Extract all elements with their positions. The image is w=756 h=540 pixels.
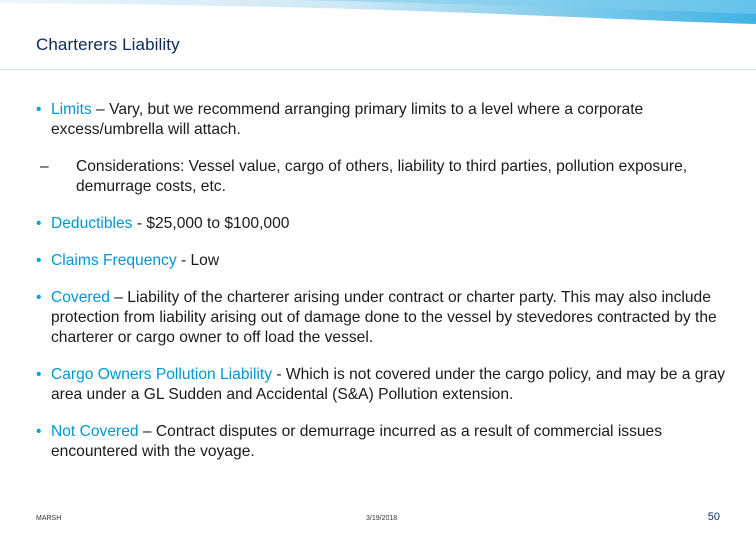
bullet-not-covered xyxy=(36,422,736,462)
slide-content xyxy=(36,100,736,479)
bullet-text: - $25,000 to $100,000 xyxy=(132,215,290,232)
footer-date: 3/19/2018 xyxy=(366,515,398,522)
bullet-term: Cargo Owners Pollution Liability xyxy=(51,366,273,383)
dash-icon: – xyxy=(40,158,49,175)
bullet-text: – Contract disputes or demurrage incurred as a result of commercial issues encountered with the voyage. xyxy=(51,423,663,460)
footer-brand: MARSH xyxy=(36,515,62,522)
bullet-text: – Vary, but we recommend arranging primary limits to a level where a corporate excess/umbrella will attach. xyxy=(51,101,644,138)
bullet-covered xyxy=(36,288,736,348)
bullet-term: Not Covered xyxy=(51,423,139,440)
sub-bullet-considerations xyxy=(36,157,736,197)
slide-title: Charterers Liability xyxy=(36,35,180,54)
bullet-text: - Low xyxy=(176,252,220,269)
bullet-deductibles xyxy=(36,214,736,234)
bullet-term: Deductibles xyxy=(51,215,133,232)
bullet-text: – Liability of the charterer arising under contract or charter party. This may also include protection from liability arising out of damage done to the vessel by stevedores contracted by the charterer or cargo owner to off load the vessel. xyxy=(51,289,717,346)
bullet-claims-frequency xyxy=(36,251,736,271)
bullet-icon: • xyxy=(36,289,42,306)
header-wave-banner xyxy=(0,0,756,28)
bullet-limits xyxy=(36,100,736,140)
bullet-icon: • xyxy=(36,252,42,269)
bullet-term: Claims Frequency xyxy=(51,252,177,269)
sub-bullet-text: Considerations: Vessel value, cargo of others, liability to third parties, pollution exposure, demurrage costs, etc. xyxy=(76,158,688,195)
page-number: 50 xyxy=(707,511,720,523)
bullet-icon: • xyxy=(36,423,42,440)
bullet-icon: • xyxy=(36,215,42,232)
bullet-cargo-pollution xyxy=(36,365,736,405)
bullet-term: Limits xyxy=(51,101,92,118)
bullet-term: Covered xyxy=(51,289,110,306)
bullet-icon: • xyxy=(36,101,42,118)
title-divider xyxy=(0,69,756,70)
bullet-text: - Which is not covered under the cargo policy, and may be a gray area under a GL Sudden and Accidental (S&A) Pollution extension. xyxy=(51,366,726,403)
bullet-icon: • xyxy=(36,366,42,383)
